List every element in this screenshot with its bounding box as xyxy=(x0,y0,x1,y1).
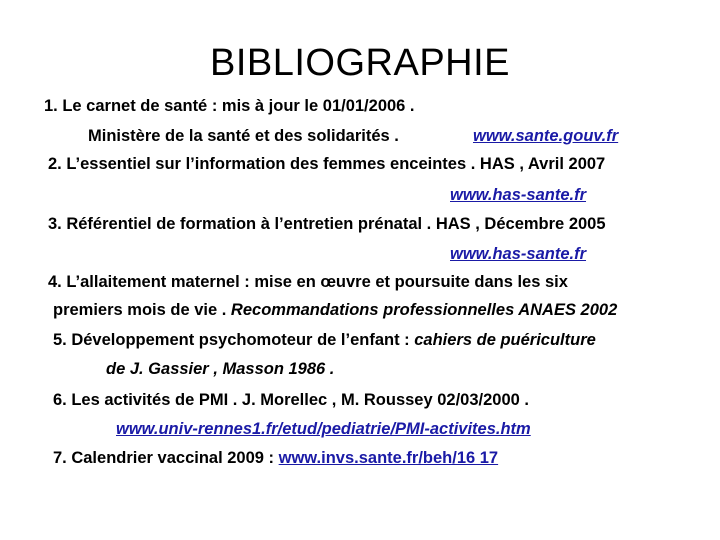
ref-6-link[interactable]: www.univ-rennes1.fr/etud/pediatrie/PMI-activites.htm xyxy=(116,420,531,438)
page-title: BIBLIOGRAPHIE xyxy=(209,42,511,84)
ref-1-link[interactable]: www.sante.gouv.fr xyxy=(473,127,619,145)
ref-7-link[interactable]: www.invs.sante.fr/beh/16 17 xyxy=(278,449,499,467)
ref-2-link[interactable]: www.has-sante.fr xyxy=(450,186,587,204)
ref-4-line-2-text: premiers mois de vie . xyxy=(53,301,231,319)
ref-2-line-1: 2. L’essentiel sur l’information des femmes enceintes . HAS , Avril 2007 xyxy=(48,155,606,173)
ref-4-line-1: 4. L’allaitement maternel : mise en œuvre et poursuite dans les six xyxy=(48,273,568,291)
ref-6-line-1: 6. Les activités de PMI . J. Morellec , M. Roussey 02/03/2000 . xyxy=(53,391,529,409)
ref-5-line-1-text: 5. Développement psychomoteur de l’enfant : xyxy=(53,331,415,349)
ref-1-line-1: 1. Le carnet de santé : mis à jour le 01/01/2006 . xyxy=(44,97,415,115)
ref-4-line-2-italic: Recommandations professionnelles ANAES 2002 xyxy=(230,301,618,319)
ref-1-line-2: Ministère de la santé et des solidarités . xyxy=(88,127,399,145)
ref-5-line-2: de J. Gassier , Masson 1986 . xyxy=(106,360,335,378)
ref-3-line-1: 3. Référentiel de formation à l’entretien prénatal . HAS , Décembre 2005 xyxy=(48,215,606,233)
ref-3-link[interactable]: www.has-sante.fr xyxy=(450,245,587,263)
ref-5-line-1-italic: cahiers de puériculture xyxy=(414,331,596,349)
ref-7-line-1: 7. Calendrier vaccinal 2009 : xyxy=(53,449,279,467)
